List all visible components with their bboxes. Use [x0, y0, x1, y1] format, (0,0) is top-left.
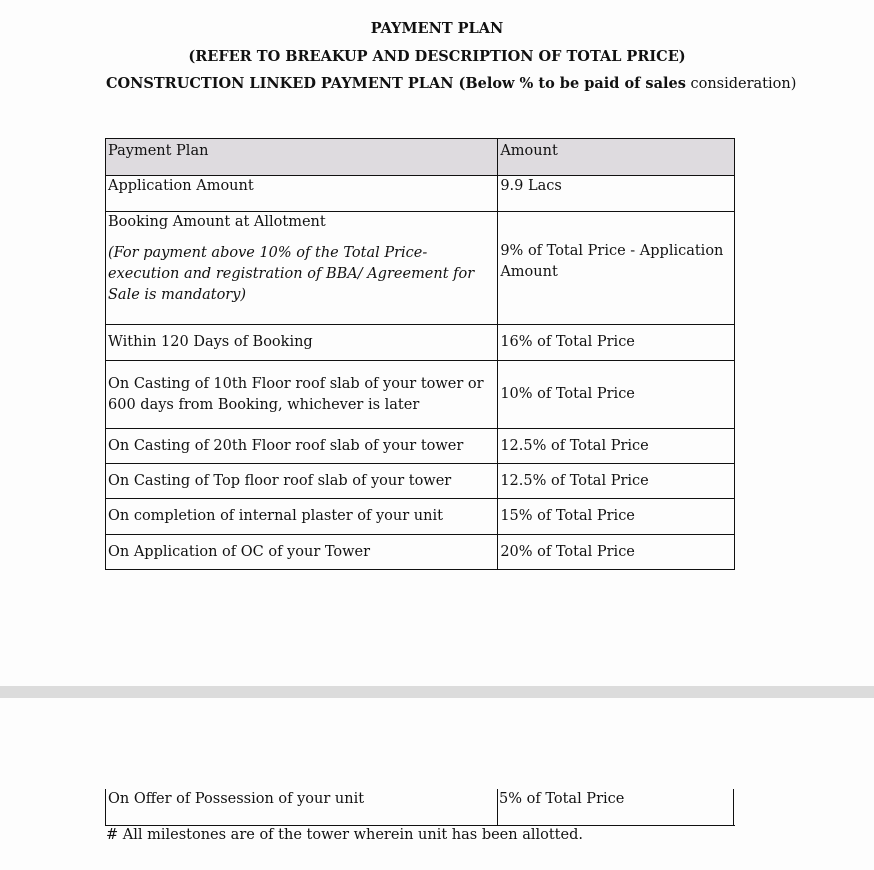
plan-heading [106, 75, 796, 92]
table-row [106, 429, 735, 464]
table-row [106, 361, 735, 429]
continued-table-row [105, 789, 735, 826]
amount-cell: 9.9 Lacs [498, 176, 735, 212]
amount-cell: 5% of Total Price [499, 791, 625, 807]
amount-text: 9% of Total Price - Application Amount [500, 243, 724, 280]
amount-cell: 12.5% of Total Price [498, 429, 735, 464]
plan-cell: On Casting of Top floor roof slab of your tower [106, 464, 498, 499]
table-row [106, 176, 735, 212]
table-row [106, 499, 735, 535]
plan-cell [106, 212, 498, 325]
table-row [106, 212, 735, 325]
plan-text: Booking Amount at Allotment [108, 214, 326, 230]
plan-heading-light: consideration) [685, 76, 797, 92]
plan-cell: On completion of internal plaster of your unit [106, 499, 498, 535]
plan-cell: On Application of OC of your Tower [106, 535, 498, 570]
footnote: # All milestones are of the tower wherein unit has been allotted. [106, 827, 583, 843]
plan-heading-bold: CONSTRUCTION LINKED PAYMENT PLAN (Below % to be paid of sales [106, 75, 686, 92]
amount-cell [498, 212, 735, 325]
plan-cell: Within 120 Days of Booking [106, 325, 498, 361]
plan-cell: Application Amount [106, 176, 498, 212]
table-header-row [106, 139, 735, 176]
amount-cell: 20% of Total Price [498, 535, 735, 570]
page-title: PAYMENT PLAN [370, 20, 504, 37]
table-row [106, 535, 735, 570]
cell-border [105, 789, 106, 825]
plan-note: (For payment above 10% of the Total Price- execution and registration of BBA/ Agreement for Sale is mandatory) [108, 245, 475, 303]
amount-cell: 12.5% of Total Price [498, 464, 735, 499]
cell-border [733, 789, 734, 825]
plan-cell: On Casting of 20th Floor roof slab of your tower [106, 429, 498, 464]
amount-cell: 16% of Total Price [498, 325, 735, 361]
page-subtitle: (REFER TO BREAKUP AND DESCRIPTION OF TOTAL PRICE) [188, 48, 686, 65]
cell-border [497, 789, 498, 825]
amount-cell: 15% of Total Price [498, 499, 735, 535]
plan-cell: On Offer of Possession of your unit [108, 791, 365, 807]
plan-cell: On Casting of 10th Floor roof slab of your tower or 600 days from Booking, whichever is later [106, 361, 498, 429]
page-divider [0, 686, 874, 698]
column-header-amount: Amount [498, 139, 735, 176]
payment-plan-table [105, 138, 735, 570]
amount-cell: 10% of Total Price [498, 361, 735, 429]
table-row [106, 464, 735, 499]
table-row [106, 325, 735, 361]
column-header-plan: Payment Plan [106, 139, 498, 176]
